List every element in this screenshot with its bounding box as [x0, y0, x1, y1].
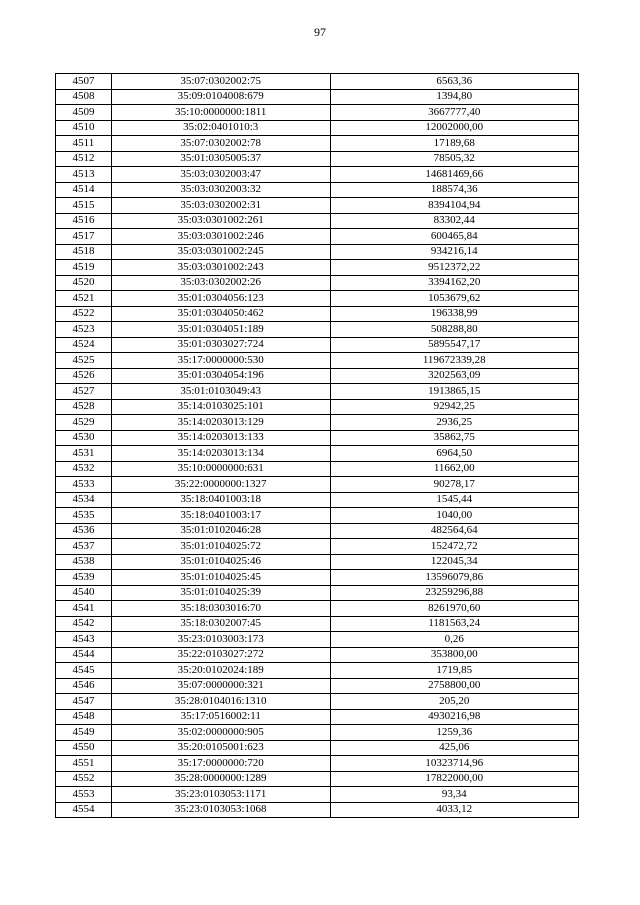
cadastral-number-cell: 35:07:0302002:78 [111, 136, 330, 152]
value-cell: 188574,36 [330, 182, 578, 198]
value-cell: 90278,17 [330, 477, 578, 493]
table-row [56, 632, 579, 648]
table-row [56, 477, 579, 493]
cadastral-number-cell: 35:03:0302003:47 [111, 167, 330, 183]
table-row [56, 167, 579, 183]
value-cell: 17822000,00 [330, 771, 578, 787]
cadastral-number-cell: 35:18:0302007:45 [111, 616, 330, 632]
row-number-cell: 4534 [56, 492, 112, 508]
row-number-cell: 4543 [56, 632, 112, 648]
table-row [56, 461, 579, 477]
row-number-cell: 4526 [56, 368, 112, 384]
cadastral-number-cell: 35:03:0301002:245 [111, 244, 330, 260]
value-cell: 3667777,40 [330, 105, 578, 121]
table-row [56, 554, 579, 570]
table-row [56, 523, 579, 539]
value-cell: 13596079,86 [330, 570, 578, 586]
row-number-cell: 4509 [56, 105, 112, 121]
row-number-cell: 4529 [56, 415, 112, 431]
value-cell: 23259296,88 [330, 585, 578, 601]
cadastral-number-cell: 35:01:0304056:123 [111, 291, 330, 307]
row-number-cell: 4520 [56, 275, 112, 291]
table-row [56, 446, 579, 462]
table-row [56, 306, 579, 322]
value-cell: 1545,44 [330, 492, 578, 508]
row-number-cell: 4540 [56, 585, 112, 601]
cadastral-number-cell: 35:07:0000000:321 [111, 678, 330, 694]
table-row [56, 136, 579, 152]
row-number-cell: 4535 [56, 508, 112, 524]
table-row [56, 415, 579, 431]
table-row [56, 105, 579, 121]
cadastral-number-cell: 35:23:0103003:173 [111, 632, 330, 648]
value-cell: 1394,80 [330, 89, 578, 105]
value-cell: 152472,72 [330, 539, 578, 555]
cadastral-number-cell: 35:03:0302003:32 [111, 182, 330, 198]
row-number-cell: 4524 [56, 337, 112, 353]
value-cell: 122045,34 [330, 554, 578, 570]
value-cell: 353800,00 [330, 647, 578, 663]
table-row [56, 74, 579, 90]
page-number: 97 [314, 25, 326, 39]
value-cell: 934216,14 [330, 244, 578, 260]
value-cell: 205,20 [330, 694, 578, 710]
cadastral-number-cell: 35:28:0000000:1289 [111, 771, 330, 787]
cadastral-number-cell: 35:01:0104025:46 [111, 554, 330, 570]
table-row [56, 322, 579, 338]
row-number-cell: 4537 [56, 539, 112, 555]
row-number-cell: 4550 [56, 740, 112, 756]
value-cell: 1040,00 [330, 508, 578, 524]
row-number-cell: 4547 [56, 694, 112, 710]
table-row [56, 120, 579, 136]
table-row [56, 802, 579, 818]
value-cell: 8394104,94 [330, 198, 578, 214]
cadastral-number-cell: 35:01:0304050:462 [111, 306, 330, 322]
cadastral-number-cell: 35:01:0102046:28 [111, 523, 330, 539]
row-number-cell: 4522 [56, 306, 112, 322]
cadastral-number-cell: 35:10:0000000:631 [111, 461, 330, 477]
table-row [56, 244, 579, 260]
row-number-cell: 4510 [56, 120, 112, 136]
cadastral-number-cell: 35:22:0000000:1327 [111, 477, 330, 493]
row-number-cell: 4554 [56, 802, 112, 818]
row-number-cell: 4515 [56, 198, 112, 214]
cadastral-number-cell: 35:01:0304051:189 [111, 322, 330, 338]
value-cell: 2936,25 [330, 415, 578, 431]
value-cell: 119672339,28 [330, 353, 578, 369]
row-number-cell: 4530 [56, 430, 112, 446]
cadastral-number-cell: 35:17:0516002:11 [111, 709, 330, 725]
table-row [56, 663, 579, 679]
row-number-cell: 4507 [56, 74, 112, 90]
table-row [56, 182, 579, 198]
cadastral-number-cell: 35:01:0304054:196 [111, 368, 330, 384]
row-number-cell: 4553 [56, 787, 112, 803]
table-row [56, 570, 579, 586]
row-number-cell: 4544 [56, 647, 112, 663]
row-number-cell: 4528 [56, 399, 112, 415]
value-cell: 3394162,20 [330, 275, 578, 291]
row-number-cell: 4521 [56, 291, 112, 307]
value-cell: 5895547,17 [330, 337, 578, 353]
row-number-cell: 4513 [56, 167, 112, 183]
row-number-cell: 4538 [56, 554, 112, 570]
cadastral-number-cell: 35:01:0103049:43 [111, 384, 330, 400]
table-row [56, 337, 579, 353]
value-cell: 35862,75 [330, 430, 578, 446]
value-cell: 196338,99 [330, 306, 578, 322]
cadastral-number-cell: 35:03:0301002:261 [111, 213, 330, 229]
cadastral-number-cell: 35:14:0203013:129 [111, 415, 330, 431]
table-row [56, 213, 579, 229]
table-row [56, 616, 579, 632]
value-cell: 1719,85 [330, 663, 578, 679]
value-cell: 6964,50 [330, 446, 578, 462]
cadastral-number-cell: 35:23:0103053:1068 [111, 802, 330, 818]
row-number-cell: 4508 [56, 89, 112, 105]
table-row [56, 229, 579, 245]
table-row [56, 771, 579, 787]
value-cell: 83302,44 [330, 213, 578, 229]
cadastral-number-cell: 35:03:0301002:246 [111, 229, 330, 245]
table-row [56, 353, 579, 369]
value-cell: 1259,36 [330, 725, 578, 741]
row-number-cell: 4512 [56, 151, 112, 167]
cadastral-number-cell: 35:03:0302002:26 [111, 275, 330, 291]
row-number-cell: 4531 [56, 446, 112, 462]
row-number-cell: 4545 [56, 663, 112, 679]
row-number-cell: 4511 [56, 136, 112, 152]
table-row [56, 756, 579, 772]
row-number-cell: 4533 [56, 477, 112, 493]
table-row [56, 647, 579, 663]
row-number-cell: 4548 [56, 709, 112, 725]
cadastral-number-cell: 35:14:0203013:133 [111, 430, 330, 446]
row-number-cell: 4525 [56, 353, 112, 369]
cadastral-number-cell: 35:14:0203013:134 [111, 446, 330, 462]
row-number-cell: 4527 [56, 384, 112, 400]
table-row [56, 198, 579, 214]
value-cell: 6563,36 [330, 74, 578, 90]
row-number-cell: 4549 [56, 725, 112, 741]
row-number-cell: 4519 [56, 260, 112, 276]
cadastral-number-cell: 35:09:0104008:679 [111, 89, 330, 105]
value-cell: 14681469,66 [330, 167, 578, 183]
table-row [56, 508, 579, 524]
cadastral-number-cell: 35:18:0303016:70 [111, 601, 330, 617]
cadastral-number-cell: 35:02:0401010:3 [111, 120, 330, 136]
table-row [56, 368, 579, 384]
table-row [56, 291, 579, 307]
row-number-cell: 4539 [56, 570, 112, 586]
row-number-cell: 4523 [56, 322, 112, 338]
value-cell: 17189,68 [330, 136, 578, 152]
cadastral-number-cell: 35:14:0103025:101 [111, 399, 330, 415]
value-cell: 11662,00 [330, 461, 578, 477]
row-number-cell: 4541 [56, 601, 112, 617]
table-row [56, 725, 579, 741]
value-cell: 482564,64 [330, 523, 578, 539]
value-cell: 4930216,98 [330, 709, 578, 725]
table-row [56, 384, 579, 400]
value-cell: 2758800,00 [330, 678, 578, 694]
cadastral-number-cell: 35:02:0000000:905 [111, 725, 330, 741]
value-cell: 425,06 [330, 740, 578, 756]
value-cell: 4033,12 [330, 802, 578, 818]
registry-table-body [56, 74, 579, 818]
row-number-cell: 4536 [56, 523, 112, 539]
table-row [56, 430, 579, 446]
registry-table [55, 73, 579, 818]
value-cell: 78505,32 [330, 151, 578, 167]
row-number-cell: 4552 [56, 771, 112, 787]
cadastral-number-cell: 35:03:0302002:31 [111, 198, 330, 214]
value-cell: 93,34 [330, 787, 578, 803]
table-row [56, 585, 579, 601]
row-number-cell: 4542 [56, 616, 112, 632]
table-row [56, 709, 579, 725]
cadastral-number-cell: 35:10:0000000:1811 [111, 105, 330, 121]
value-cell: 9512372,22 [330, 260, 578, 276]
cadastral-number-cell: 35:01:0104025:39 [111, 585, 330, 601]
cadastral-number-cell: 35:23:0103053:1171 [111, 787, 330, 803]
cadastral-number-cell: 35:01:0104025:72 [111, 539, 330, 555]
cadastral-number-cell: 35:20:0105001:623 [111, 740, 330, 756]
table-row [56, 275, 579, 291]
row-number-cell: 4551 [56, 756, 112, 772]
cadastral-number-cell: 35:18:0401003:17 [111, 508, 330, 524]
cadastral-number-cell: 35:17:0000000:530 [111, 353, 330, 369]
table-row [56, 539, 579, 555]
row-number-cell: 4546 [56, 678, 112, 694]
cadastral-number-cell: 35:20:0102024:189 [111, 663, 330, 679]
cadastral-number-cell: 35:01:0305005:37 [111, 151, 330, 167]
row-number-cell: 4516 [56, 213, 112, 229]
value-cell: 1181563,24 [330, 616, 578, 632]
row-number-cell: 4514 [56, 182, 112, 198]
cadastral-number-cell: 35:07:0302002:75 [111, 74, 330, 90]
cadastral-number-cell: 35:01:0104025:45 [111, 570, 330, 586]
table-row [56, 151, 579, 167]
cadastral-number-cell: 35:22:0103027:272 [111, 647, 330, 663]
table-row [56, 89, 579, 105]
value-cell: 8261970,60 [330, 601, 578, 617]
table-row [56, 399, 579, 415]
cadastral-number-cell: 35:01:0303027:724 [111, 337, 330, 353]
cadastral-number-cell: 35:18:0401003:18 [111, 492, 330, 508]
row-number-cell: 4532 [56, 461, 112, 477]
value-cell: 508288,80 [330, 322, 578, 338]
row-number-cell: 4518 [56, 244, 112, 260]
table-row [56, 260, 579, 276]
value-cell: 1053679,62 [330, 291, 578, 307]
cadastral-number-cell: 35:03:0301002:243 [111, 260, 330, 276]
value-cell: 1913865,15 [330, 384, 578, 400]
table-row [56, 678, 579, 694]
row-number-cell: 4517 [56, 229, 112, 245]
value-cell: 0,26 [330, 632, 578, 648]
table-row [56, 787, 579, 803]
cadastral-number-cell: 35:28:0104016:1310 [111, 694, 330, 710]
value-cell: 12002000,00 [330, 120, 578, 136]
value-cell: 3202563,09 [330, 368, 578, 384]
value-cell: 600465,84 [330, 229, 578, 245]
value-cell: 10323714,96 [330, 756, 578, 772]
table-row [56, 694, 579, 710]
cadastral-number-cell: 35:17:0000000:720 [111, 756, 330, 772]
table-row [56, 740, 579, 756]
table-row [56, 601, 579, 617]
value-cell: 92942,25 [330, 399, 578, 415]
table-row [56, 492, 579, 508]
